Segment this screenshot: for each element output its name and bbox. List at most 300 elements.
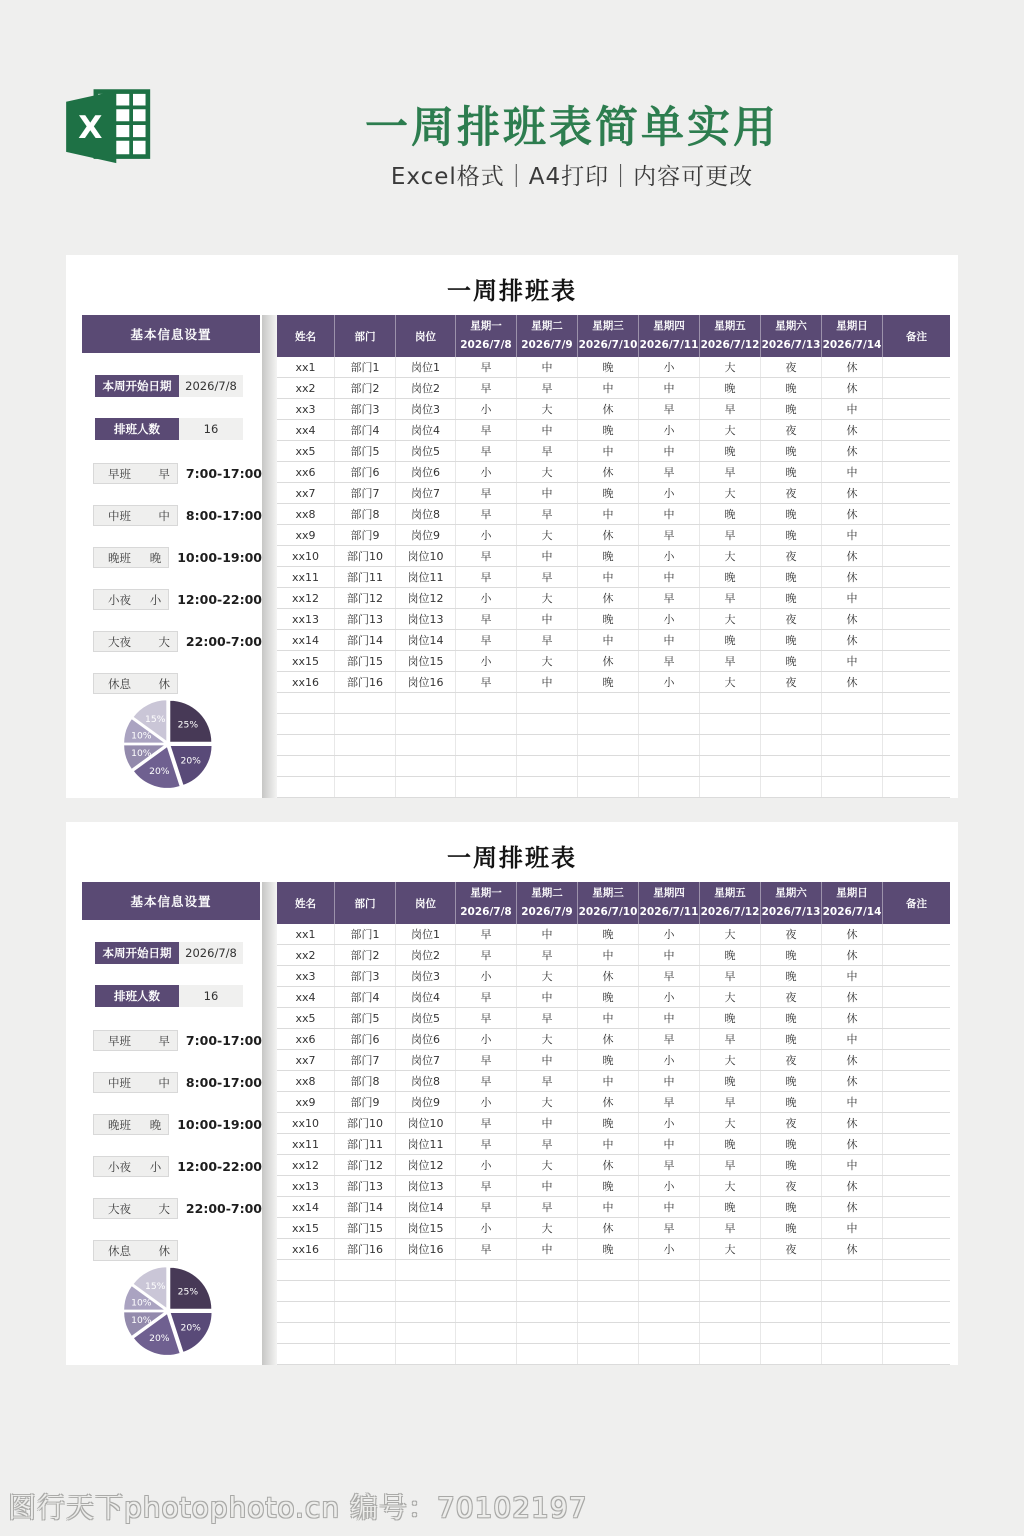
cell-shift[interactable]: 中	[516, 1176, 577, 1196]
cell-dept[interactable]: 部门12	[334, 588, 395, 608]
cell-empty[interactable]	[638, 1344, 699, 1364]
cell-shift[interactable]: 中	[821, 1218, 882, 1238]
cell-shift[interactable]: 晚	[699, 945, 760, 965]
cell-shift[interactable]: 大	[699, 1176, 760, 1196]
cell-empty[interactable]	[277, 1323, 334, 1343]
cell-shift[interactable]: 晚	[699, 567, 760, 587]
cell-empty[interactable]	[699, 714, 760, 734]
cell-empty[interactable]	[760, 1281, 821, 1301]
cell-post[interactable]: 岗位2	[395, 945, 455, 965]
cell-shift[interactable]: 中	[821, 651, 882, 671]
cell-empty[interactable]	[516, 1281, 577, 1301]
cell-empty[interactable]	[516, 693, 577, 713]
cell-shift[interactable]: 中	[638, 441, 699, 461]
cell-shift[interactable]: 大	[699, 1113, 760, 1133]
cell-shift[interactable]: 小	[455, 588, 516, 608]
cell-name[interactable]: xx2	[295, 948, 316, 962]
cell-name[interactable]: xx1	[295, 360, 316, 374]
cell-empty[interactable]	[821, 1323, 882, 1343]
cell-shift[interactable]: 小	[638, 1050, 699, 1070]
cell-shift[interactable]: 中	[577, 1008, 638, 1028]
cell-shift[interactable]: 小	[455, 525, 516, 545]
cell-name[interactable]: xx10	[291, 1116, 320, 1130]
cell-empty[interactable]	[821, 756, 882, 776]
cell-shift[interactable]: 大	[516, 588, 577, 608]
cell-shift[interactable]: 休	[577, 399, 638, 419]
cell-shift[interactable]: 小	[638, 609, 699, 629]
cell-shift[interactable]: 休	[821, 1050, 882, 1070]
cell-shift[interactable]: 早	[455, 504, 516, 524]
cell-empty[interactable]	[638, 1260, 699, 1280]
cell-dept[interactable]: 部门8	[334, 1071, 395, 1091]
cell-dept[interactable]: 部门4	[334, 420, 395, 440]
cell-shift[interactable]: 早	[638, 1218, 699, 1238]
cell-name[interactable]: xx9	[295, 1095, 316, 1109]
cell-shift[interactable]: 大	[699, 1050, 760, 1070]
cell-shift[interactable]: 早	[455, 420, 516, 440]
shift-code-box[interactable]	[93, 631, 178, 652]
cell-empty[interactable]	[638, 777, 699, 797]
cell-shift[interactable]: 大	[516, 1092, 577, 1112]
cell-note[interactable]	[882, 630, 950, 650]
cell-empty[interactable]	[821, 693, 882, 713]
cell-shift[interactable]: 中	[638, 1197, 699, 1217]
cell-shift[interactable]: 休	[821, 567, 882, 587]
cell-empty[interactable]	[395, 714, 455, 734]
cell-shift[interactable]: 晚	[760, 1008, 821, 1028]
cell-empty[interactable]	[760, 1323, 821, 1343]
cell-note[interactable]	[882, 588, 950, 608]
cell-shift[interactable]: 早	[455, 567, 516, 587]
cell-empty[interactable]	[455, 1323, 516, 1343]
cell-post[interactable]: 岗位11	[395, 1134, 455, 1154]
cell-note[interactable]	[882, 1197, 950, 1217]
cell-empty[interactable]	[638, 735, 699, 755]
cell-shift[interactable]: 中	[638, 1008, 699, 1028]
cell-name[interactable]: xx8	[295, 1074, 316, 1088]
cell-empty[interactable]	[821, 1260, 882, 1280]
cell-empty[interactable]	[395, 756, 455, 776]
cell-shift[interactable]: 早	[638, 1155, 699, 1175]
cell-shift[interactable]: 晚	[699, 1197, 760, 1217]
cell-shift[interactable]: 早	[699, 588, 760, 608]
cell-shift[interactable]: 小	[455, 1218, 516, 1238]
cell-shift[interactable]: 早	[455, 630, 516, 650]
cell-shift[interactable]: 休	[577, 525, 638, 545]
cell-shift[interactable]: 休	[821, 378, 882, 398]
cell-empty[interactable]	[882, 1281, 950, 1301]
cell-shift[interactable]: 夜	[760, 609, 821, 629]
cell-empty[interactable]	[699, 1302, 760, 1322]
cell-name[interactable]: xx14	[291, 1200, 320, 1214]
cell-shift[interactable]: 中	[821, 588, 882, 608]
cell-dept[interactable]: 部门12	[334, 1155, 395, 1175]
cell-shift[interactable]: 小	[455, 1155, 516, 1175]
cell-shift[interactable]: 早	[699, 966, 760, 986]
cell-shift[interactable]: 早	[699, 525, 760, 545]
cell-shift[interactable]: 中	[638, 1071, 699, 1091]
cell-shift[interactable]: 休	[577, 588, 638, 608]
cell-shift[interactable]: 休	[821, 357, 882, 377]
cell-name[interactable]: xx6	[295, 465, 316, 479]
cell-empty[interactable]	[334, 714, 395, 734]
cell-name[interactable]: xx3	[295, 969, 316, 983]
cell-empty[interactable]	[882, 1344, 950, 1364]
cell-shift[interactable]: 晚	[760, 441, 821, 461]
cell-shift[interactable]: 早	[455, 357, 516, 377]
cell-dept[interactable]: 部门1	[334, 357, 395, 377]
cell-empty[interactable]	[882, 735, 950, 755]
cell-note[interactable]	[882, 525, 950, 545]
cell-post[interactable]: 岗位16	[395, 672, 455, 692]
cell-note[interactable]	[882, 1176, 950, 1196]
cell-shift[interactable]: 中	[821, 1155, 882, 1175]
cell-shift[interactable]: 晚	[699, 630, 760, 650]
cell-note[interactable]	[882, 672, 950, 692]
cell-shift[interactable]: 早	[455, 672, 516, 692]
cell-note[interactable]	[882, 399, 950, 419]
cell-shift[interactable]: 晚	[760, 651, 821, 671]
cell-dept[interactable]: 部门7	[334, 483, 395, 503]
cell-empty[interactable]	[334, 1344, 395, 1364]
cell-empty[interactable]	[277, 1260, 334, 1280]
shift-code-box[interactable]	[93, 463, 178, 484]
cell-note[interactable]	[882, 1008, 950, 1028]
cell-shift[interactable]: 早	[516, 1134, 577, 1154]
cell-shift[interactable]: 夜	[760, 1239, 821, 1259]
cell-shift[interactable]: 夜	[760, 987, 821, 1007]
cell-empty[interactable]	[577, 735, 638, 755]
cell-empty[interactable]	[277, 756, 334, 776]
cell-shift[interactable]: 早	[699, 462, 760, 482]
cell-shift[interactable]: 休	[821, 945, 882, 965]
cell-note[interactable]	[882, 1113, 950, 1133]
cell-shift[interactable]: 中	[516, 1113, 577, 1133]
cell-name[interactable]: xx4	[295, 990, 316, 1004]
cell-shift[interactable]: 休	[821, 630, 882, 650]
cell-shift[interactable]: 休	[821, 1176, 882, 1196]
cell-shift[interactable]: 休	[821, 546, 882, 566]
cell-note[interactable]	[882, 966, 950, 986]
cell-shift[interactable]: 休	[577, 1092, 638, 1112]
cell-dept[interactable]: 部门11	[334, 1134, 395, 1154]
cell-shift[interactable]: 中	[516, 420, 577, 440]
cell-name[interactable]: xx10	[291, 549, 320, 563]
cell-empty[interactable]	[334, 1281, 395, 1301]
cell-dept[interactable]: 部门6	[334, 1029, 395, 1049]
cell-shift[interactable]: 早	[699, 1029, 760, 1049]
cell-note[interactable]	[882, 1050, 950, 1070]
cell-shift[interactable]: 夜	[760, 357, 821, 377]
cell-note[interactable]	[882, 1218, 950, 1238]
cell-shift[interactable]: 中	[577, 567, 638, 587]
cell-empty[interactable]	[455, 1344, 516, 1364]
cell-shift[interactable]: 中	[638, 630, 699, 650]
cell-shift[interactable]: 早	[699, 1218, 760, 1238]
cell-shift[interactable]: 夜	[760, 672, 821, 692]
cell-name[interactable]: xx14	[291, 633, 320, 647]
cell-empty[interactable]	[577, 1260, 638, 1280]
cell-post[interactable]: 岗位5	[395, 1008, 455, 1028]
cell-shift[interactable]: 中	[516, 924, 577, 944]
shift-code-box[interactable]	[93, 1198, 178, 1219]
cell-empty[interactable]	[516, 1302, 577, 1322]
cell-shift[interactable]: 大	[699, 420, 760, 440]
shift-code-box[interactable]	[93, 1114, 169, 1135]
cell-shift[interactable]: 小	[455, 1029, 516, 1049]
cell-shift[interactable]: 早	[455, 609, 516, 629]
cell-post[interactable]: 岗位11	[395, 567, 455, 587]
cell-shift[interactable]: 早	[516, 1071, 577, 1091]
cell-shift[interactable]: 中	[516, 357, 577, 377]
cell-dept[interactable]: 部门3	[334, 966, 395, 986]
cell-post[interactable]: 岗位14	[395, 630, 455, 650]
cell-name[interactable]: xx16	[291, 675, 320, 689]
cell-shift[interactable]: 休	[821, 987, 882, 1007]
cell-shift[interactable]: 早	[638, 1092, 699, 1112]
cell-shift[interactable]: 中	[638, 567, 699, 587]
cell-empty[interactable]	[577, 693, 638, 713]
cell-name[interactable]: xx11	[291, 1137, 320, 1151]
cell-shift[interactable]: 中	[821, 1029, 882, 1049]
cell-name[interactable]: xx15	[291, 654, 320, 668]
cell-shift[interactable]: 中	[516, 672, 577, 692]
cell-dept[interactable]: 部门11	[334, 567, 395, 587]
cell-shift[interactable]: 中	[638, 504, 699, 524]
cell-shift[interactable]: 中	[821, 462, 882, 482]
cell-shift[interactable]: 大	[516, 525, 577, 545]
cell-post[interactable]: 岗位3	[395, 399, 455, 419]
cell-post[interactable]: 岗位4	[395, 420, 455, 440]
cell-post[interactable]: 岗位6	[395, 1029, 455, 1049]
cell-empty[interactable]	[882, 1323, 950, 1343]
cell-shift[interactable]: 早	[455, 1050, 516, 1070]
cell-shift[interactable]: 晚	[760, 1155, 821, 1175]
cell-dept[interactable]: 部门13	[334, 1176, 395, 1196]
cell-empty[interactable]	[395, 1281, 455, 1301]
cell-empty[interactable]	[577, 756, 638, 776]
cell-empty[interactable]	[277, 1281, 334, 1301]
cell-shift[interactable]: 夜	[760, 420, 821, 440]
cell-shift[interactable]: 休	[821, 672, 882, 692]
cell-shift[interactable]: 早	[455, 1239, 516, 1259]
cell-shift[interactable]: 大	[699, 483, 760, 503]
cell-shift[interactable]: 早	[455, 483, 516, 503]
cell-shift[interactable]: 晚	[577, 672, 638, 692]
cell-empty[interactable]	[277, 735, 334, 755]
cell-shift[interactable]: 夜	[760, 483, 821, 503]
cell-shift[interactable]: 大	[699, 1239, 760, 1259]
cell-dept[interactable]: 部门10	[334, 546, 395, 566]
cell-post[interactable]: 岗位10	[395, 546, 455, 566]
cell-shift[interactable]: 中	[577, 630, 638, 650]
cell-shift[interactable]: 早	[638, 588, 699, 608]
cell-empty[interactable]	[638, 693, 699, 713]
cell-note[interactable]	[882, 1092, 950, 1112]
cell-post[interactable]: 岗位9	[395, 525, 455, 545]
cell-shift[interactable]: 休	[577, 1218, 638, 1238]
cell-shift[interactable]: 小	[638, 1239, 699, 1259]
cell-shift[interactable]: 晚	[577, 357, 638, 377]
cell-post[interactable]: 岗位1	[395, 924, 455, 944]
cell-shift[interactable]: 早	[455, 1008, 516, 1028]
cell-dept[interactable]: 部门15	[334, 651, 395, 671]
cell-shift[interactable]: 早	[638, 651, 699, 671]
info-value[interactable]: 16	[179, 985, 243, 1007]
cell-note[interactable]	[882, 504, 950, 524]
cell-shift[interactable]: 夜	[760, 1050, 821, 1070]
cell-shift[interactable]: 早	[699, 399, 760, 419]
cell-shift[interactable]: 小	[638, 672, 699, 692]
cell-shift[interactable]: 晚	[760, 966, 821, 986]
cell-empty[interactable]	[455, 735, 516, 755]
cell-empty[interactable]	[882, 756, 950, 776]
cell-shift[interactable]: 夜	[760, 1176, 821, 1196]
cell-name[interactable]: xx1	[295, 927, 316, 941]
cell-name[interactable]: xx13	[291, 612, 320, 626]
cell-empty[interactable]	[334, 1260, 395, 1280]
cell-shift[interactable]: 早	[455, 378, 516, 398]
cell-empty[interactable]	[395, 1323, 455, 1343]
cell-shift[interactable]: 休	[821, 1134, 882, 1154]
cell-post[interactable]: 岗位10	[395, 1113, 455, 1133]
cell-empty[interactable]	[516, 1323, 577, 1343]
cell-dept[interactable]: 部门15	[334, 1218, 395, 1238]
cell-dept[interactable]: 部门1	[334, 924, 395, 944]
cell-shift[interactable]: 早	[516, 378, 577, 398]
cell-empty[interactable]	[277, 1344, 334, 1364]
cell-shift[interactable]: 早	[638, 399, 699, 419]
cell-note[interactable]	[882, 420, 950, 440]
cell-shift[interactable]: 小	[455, 1092, 516, 1112]
cell-shift[interactable]: 大	[699, 987, 760, 1007]
cell-shift[interactable]: 休	[821, 1071, 882, 1091]
cell-post[interactable]: 岗位13	[395, 609, 455, 629]
cell-shift[interactable]: 早	[455, 987, 516, 1007]
cell-dept[interactable]: 部门14	[334, 630, 395, 650]
cell-empty[interactable]	[395, 1302, 455, 1322]
info-value[interactable]: 16	[179, 418, 243, 440]
cell-note[interactable]	[882, 483, 950, 503]
cell-shift[interactable]: 早	[516, 630, 577, 650]
cell-dept[interactable]: 部门10	[334, 1113, 395, 1133]
cell-name[interactable]: xx8	[295, 507, 316, 521]
cell-empty[interactable]	[638, 756, 699, 776]
shift-code-box[interactable]	[93, 673, 178, 694]
cell-empty[interactable]	[760, 777, 821, 797]
cell-empty[interactable]	[395, 1344, 455, 1364]
shift-code-box[interactable]	[93, 505, 178, 526]
cell-shift[interactable]: 早	[516, 567, 577, 587]
cell-name[interactable]: xx2	[295, 381, 316, 395]
cell-empty[interactable]	[395, 693, 455, 713]
cell-shift[interactable]: 小	[638, 420, 699, 440]
cell-shift[interactable]: 休	[821, 1239, 882, 1259]
cell-empty[interactable]	[699, 756, 760, 776]
cell-shift[interactable]: 晚	[577, 924, 638, 944]
cell-name[interactable]: xx4	[295, 423, 316, 437]
cell-empty[interactable]	[577, 1281, 638, 1301]
cell-note[interactable]	[882, 441, 950, 461]
cell-shift[interactable]: 大	[516, 399, 577, 419]
cell-shift[interactable]: 中	[516, 1239, 577, 1259]
cell-post[interactable]: 岗位14	[395, 1197, 455, 1217]
cell-empty[interactable]	[334, 1323, 395, 1343]
cell-shift[interactable]: 早	[638, 525, 699, 545]
cell-note[interactable]	[882, 987, 950, 1007]
cell-shift[interactable]: 大	[516, 966, 577, 986]
cell-dept[interactable]: 部门3	[334, 399, 395, 419]
cell-empty[interactable]	[334, 1302, 395, 1322]
cell-note[interactable]	[882, 462, 950, 482]
cell-empty[interactable]	[395, 735, 455, 755]
cell-shift[interactable]: 小	[638, 546, 699, 566]
cell-shift[interactable]: 小	[455, 651, 516, 671]
cell-empty[interactable]	[821, 777, 882, 797]
cell-shift[interactable]: 晚	[699, 378, 760, 398]
cell-empty[interactable]	[395, 777, 455, 797]
cell-note[interactable]	[882, 1071, 950, 1091]
cell-empty[interactable]	[577, 1344, 638, 1364]
cell-shift[interactable]: 晚	[577, 1113, 638, 1133]
cell-empty[interactable]	[638, 1281, 699, 1301]
cell-empty[interactable]	[334, 735, 395, 755]
cell-shift[interactable]: 晚	[699, 1134, 760, 1154]
cell-shift[interactable]: 大	[699, 357, 760, 377]
cell-shift[interactable]: 大	[699, 672, 760, 692]
cell-shift[interactable]: 中	[516, 1050, 577, 1070]
cell-shift[interactable]: 晚	[760, 1218, 821, 1238]
cell-shift[interactable]: 晚	[577, 1176, 638, 1196]
cell-empty[interactable]	[455, 693, 516, 713]
cell-name[interactable]: xx5	[295, 444, 316, 458]
cell-shift[interactable]: 休	[821, 483, 882, 503]
cell-dept[interactable]: 部门7	[334, 1050, 395, 1070]
cell-empty[interactable]	[638, 714, 699, 734]
cell-post[interactable]: 岗位6	[395, 462, 455, 482]
cell-shift[interactable]: 小	[638, 357, 699, 377]
cell-post[interactable]: 岗位12	[395, 588, 455, 608]
cell-shift[interactable]: 晚	[760, 945, 821, 965]
cell-empty[interactable]	[577, 777, 638, 797]
cell-shift[interactable]: 晚	[760, 462, 821, 482]
cell-post[interactable]: 岗位13	[395, 1176, 455, 1196]
cell-shift[interactable]: 早	[455, 441, 516, 461]
cell-note[interactable]	[882, 546, 950, 566]
cell-shift[interactable]: 大	[699, 924, 760, 944]
cell-note[interactable]	[882, 378, 950, 398]
cell-empty[interactable]	[455, 1281, 516, 1301]
cell-name[interactable]: xx9	[295, 528, 316, 542]
cell-shift[interactable]: 早	[455, 1113, 516, 1133]
cell-empty[interactable]	[277, 693, 334, 713]
shift-code-box[interactable]	[93, 547, 169, 568]
cell-empty[interactable]	[334, 777, 395, 797]
cell-dept[interactable]: 部门16	[334, 672, 395, 692]
cell-shift[interactable]: 早	[516, 945, 577, 965]
cell-name[interactable]: xx7	[295, 486, 316, 500]
cell-shift[interactable]: 中	[577, 945, 638, 965]
cell-empty[interactable]	[638, 1302, 699, 1322]
cell-shift[interactable]: 早	[638, 1029, 699, 1049]
cell-shift[interactable]: 休	[821, 1113, 882, 1133]
cell-empty[interactable]	[821, 735, 882, 755]
cell-shift[interactable]: 小	[455, 966, 516, 986]
cell-shift[interactable]: 休	[577, 1029, 638, 1049]
cell-shift[interactable]: 小	[638, 1176, 699, 1196]
cell-note[interactable]	[882, 1239, 950, 1259]
cell-shift[interactable]: 中	[577, 1134, 638, 1154]
